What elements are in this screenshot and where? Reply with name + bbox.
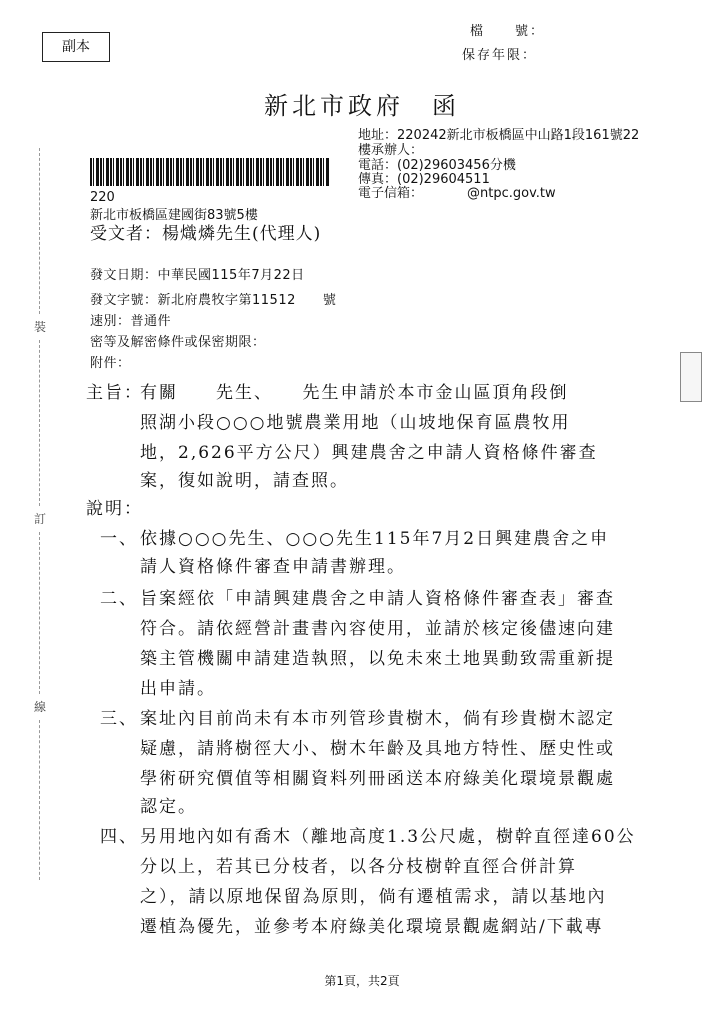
- recipient-name: 受文者：楊熾燐先生(代理人): [90, 224, 322, 244]
- subject-line: 有關 先生、 先生申請於本市金山區頂角段倒: [140, 383, 569, 403]
- subject-line: 地，2,626平方公尺）興建農舍之申請人資格條件審查: [140, 443, 598, 463]
- binding-line: [39, 532, 40, 694]
- item-line: 出申請。: [140, 679, 216, 699]
- copy-stamp: 副本: [42, 32, 110, 62]
- item-line: 築主管機關申請建造執照，以免未來土地異動致需重新提: [140, 649, 615, 669]
- recipient-address: 新北市板橋區建國街83號5樓: [90, 208, 258, 223]
- item-line: 另用地內如有喬木（離地高度1.3公尺處，樹幹直徑達60公: [140, 827, 636, 847]
- file-number-label: 檔 號：: [470, 24, 546, 39]
- subject-line: 照湖小段○○○地號農業用地（山坡地保育區農牧用: [140, 413, 571, 433]
- sender-fax: 傳真：(02)29604511: [358, 172, 490, 187]
- item-line: 認定。: [140, 797, 197, 817]
- issue-date: 發文日期：中華民國115年7月22日: [90, 268, 305, 283]
- item-number: 三、: [100, 709, 138, 729]
- retention-period-label: 保存年限：: [462, 48, 538, 63]
- binding-line: [39, 148, 40, 314]
- item-line: 符合。請依經營計畫書內容使用，並請於核定後儘速向建: [140, 619, 615, 639]
- subject-label: 主旨：: [86, 383, 143, 403]
- item-line: 請人資格條件審查申請書辦理。: [140, 557, 406, 577]
- item-line: 疑慮，請將樹徑大小、樹木年齡及具地方特性、歷史性或: [140, 739, 615, 759]
- item-number: 四、: [100, 827, 138, 847]
- binding-mark: 訂: [34, 512, 47, 526]
- item-line: 遷植為優先，並參考本府綠美化環境景觀處網站/下載專: [140, 917, 604, 937]
- email-label: 電子信箱：: [358, 186, 424, 201]
- item-line: 旨案經依「申請興建農舍之申請人資格條件審查表」審查: [140, 589, 615, 609]
- item-line: 分以上，若其已分枝者，以各分枝樹幹直徑合併計算: [140, 857, 577, 877]
- item-line: 學術研究價值等相關資料列冊函送本府綠美化環境景觀處: [140, 769, 615, 789]
- binding-line: [39, 720, 40, 880]
- page-number: 第1頁，共2頁: [324, 974, 400, 988]
- attachments: 附件：: [90, 356, 131, 371]
- delivery-speed: 速別：普通件: [90, 314, 172, 329]
- binding-line: [39, 340, 40, 506]
- subject-line: 案，復如說明，請查照。: [140, 471, 349, 491]
- email-address: @ntpc.gov.tw: [467, 186, 556, 201]
- item-line: 之），請以原地保留為原則，倘有遷植需求，請以基地內: [140, 887, 607, 907]
- binding-mark: 裝: [34, 320, 47, 334]
- side-stamp-icon: [680, 352, 702, 402]
- item-line: 案址內目前尚未有本市列管珍貴樹木，倘有珍貴樹木認定: [140, 709, 615, 729]
- secrecy-level: 密等及解密條件或保密期限：: [90, 335, 266, 350]
- document-number: 發文字號：新北府農牧字第11512 號: [90, 293, 337, 308]
- explanation-label: 說明：: [86, 499, 143, 519]
- document-title: 新北市政府 函: [264, 92, 460, 120]
- barcode-icon: [90, 158, 330, 186]
- contact-person: 樓承辦人：: [358, 143, 424, 158]
- sender-address: 地址：220242新北市板橋區中山路1段161號22: [358, 128, 640, 143]
- item-line: 依據○○○先生、○○○先生115年7月2日興建農舍之申: [140, 529, 610, 549]
- sender-email-row: [358, 186, 556, 201]
- binding-mark: 線: [34, 700, 47, 714]
- item-number: 一、: [100, 529, 138, 549]
- item-number: 二、: [100, 589, 138, 609]
- sender-phone: 電話：(02)29603456分機: [358, 158, 516, 173]
- recipient-postcode: 220: [90, 190, 115, 205]
